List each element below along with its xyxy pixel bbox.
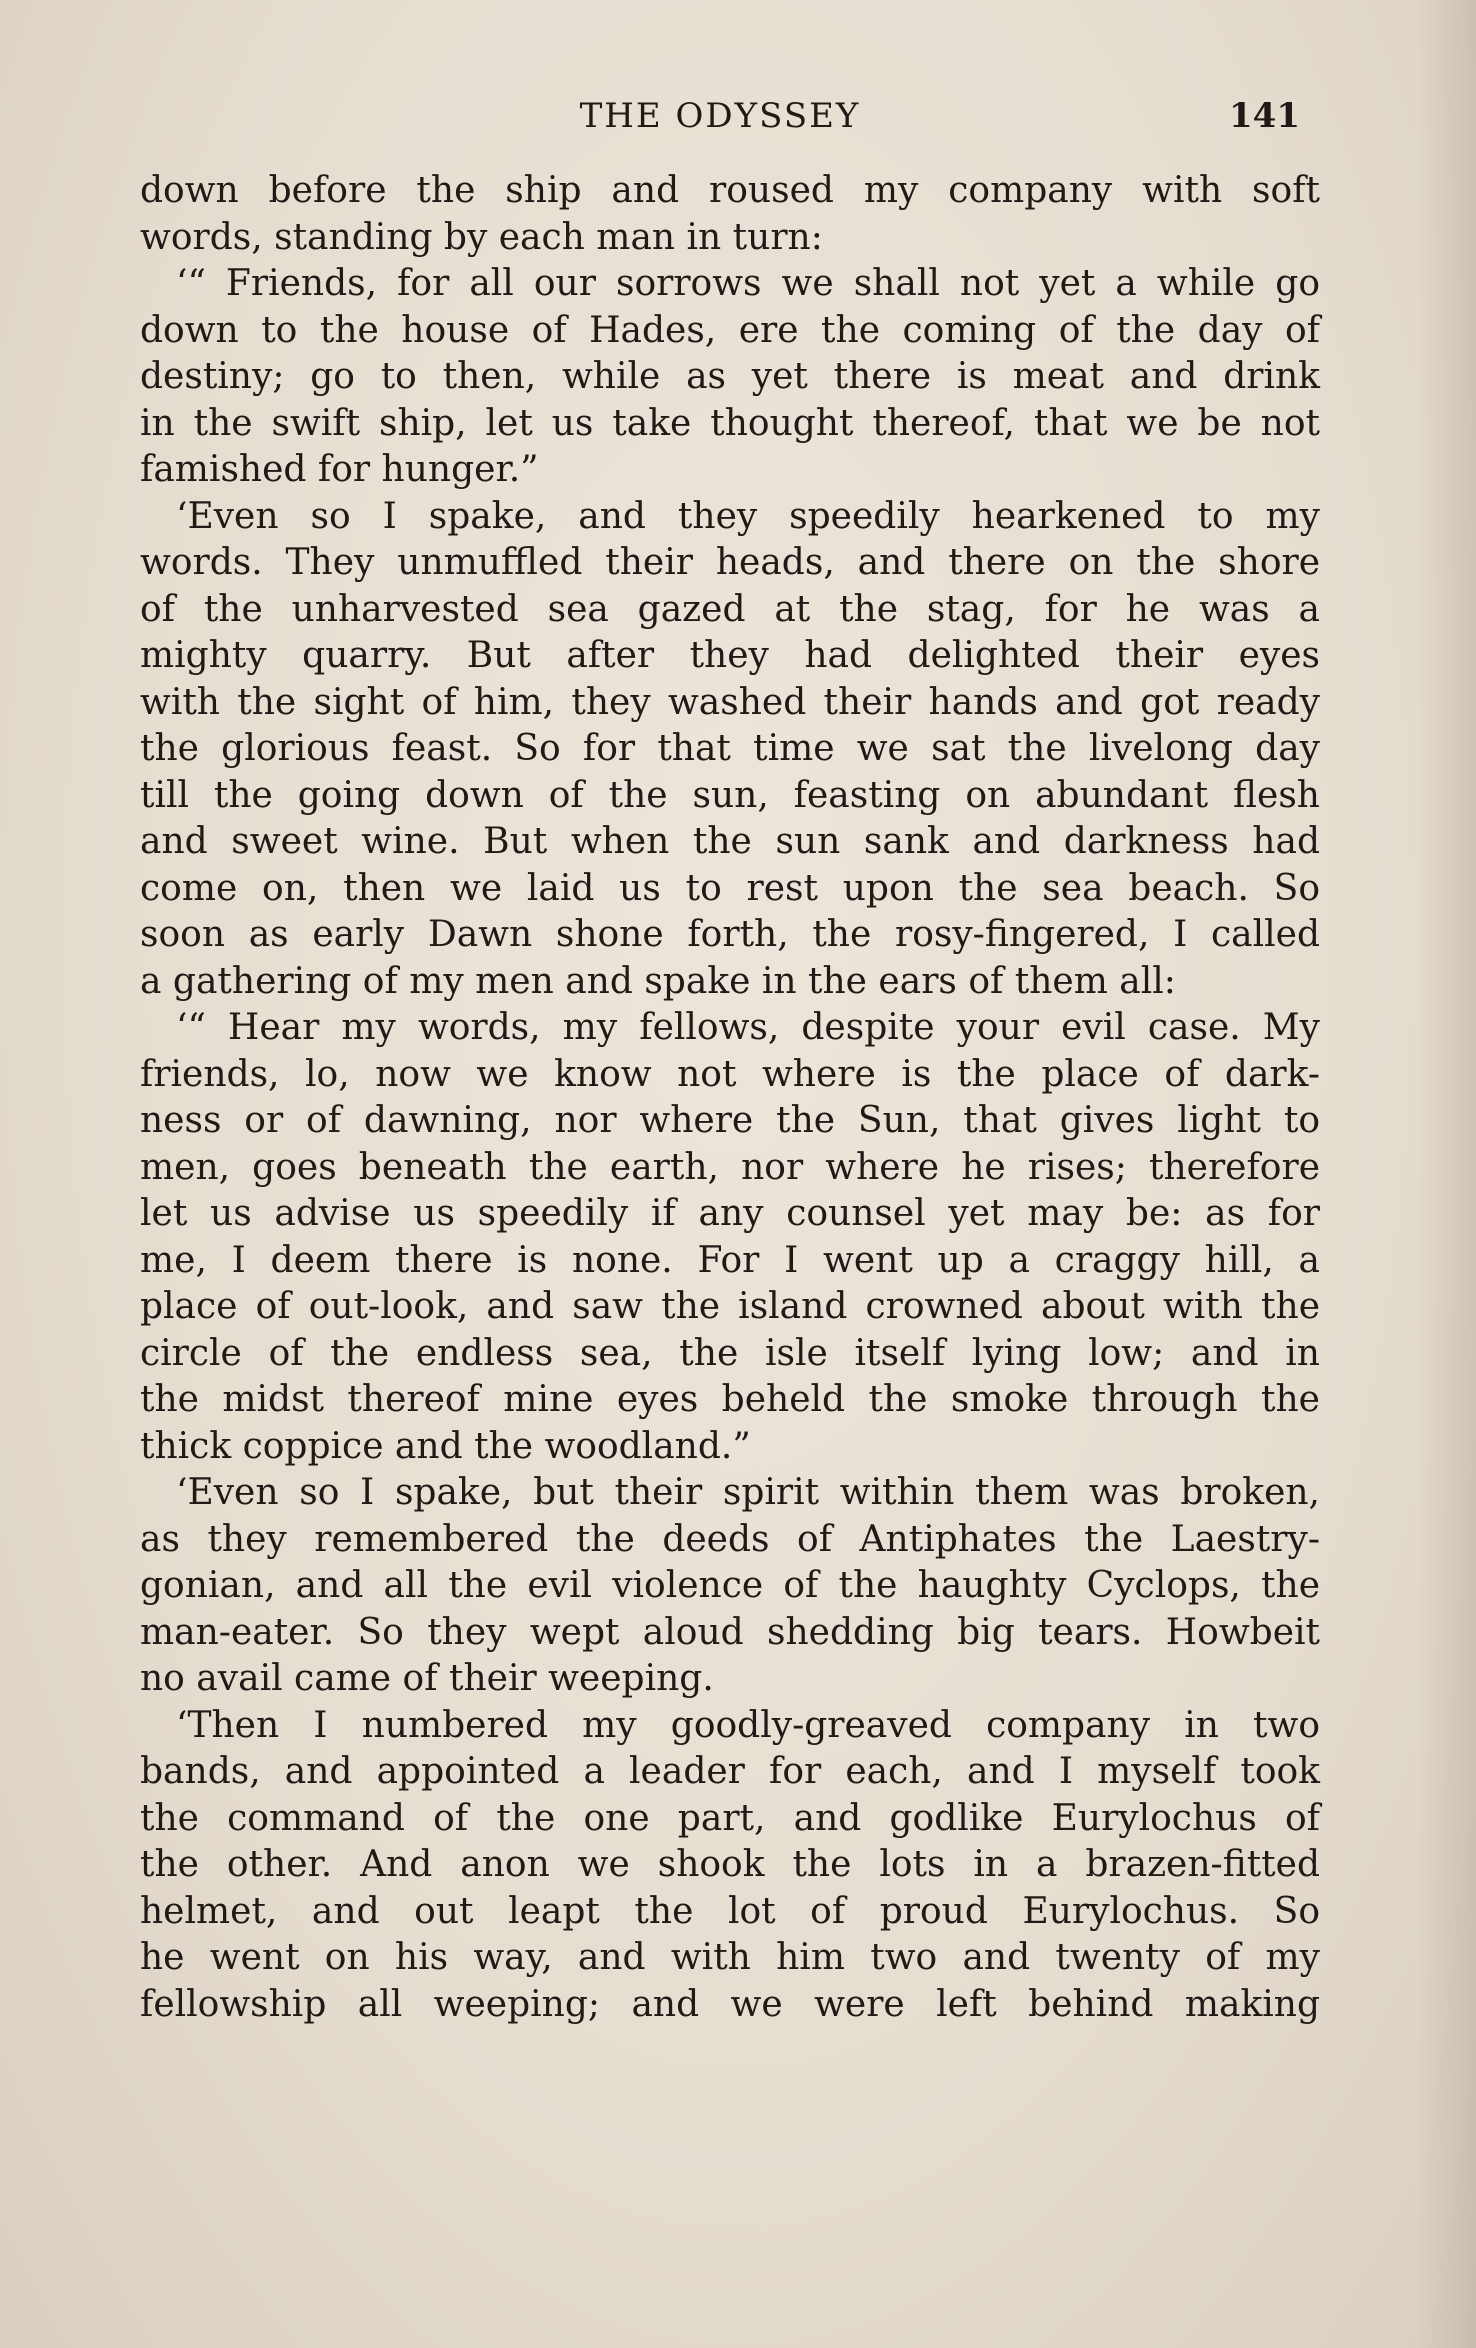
text-line: thick coppice and the woodland.” — [140, 1425, 751, 1467]
text-line: fellowship all weeping; and we were left behind making — [140, 1983, 1320, 2025]
page-number: 141 — [1229, 96, 1300, 136]
text-line: helmet, and out leapt the lot of proud Eurylochus. So — [140, 1890, 1320, 1932]
text-line: soon as early Dawn shone forth, the rosy-fingered, I called — [140, 914, 1320, 955]
text-line: place of out-look, and saw the island crowned about with the — [140, 1286, 1320, 1327]
text-line: ‘“ Hear my words, my fellows, despite your evil case. My — [176, 1007, 1320, 1048]
text-line: ‘Then I numbered my goodly-greaved company in two — [176, 1704, 1320, 1746]
running-head — [140, 92, 1300, 140]
text-line: and sweet wine. But when the sun sank and darkness had — [140, 821, 1320, 862]
text-line: till the going down of the sun, feasting on abundant flesh — [140, 774, 1320, 816]
text-line: the glorious feast. So for that time we sat the livelong day — [140, 728, 1320, 769]
text-line: a gathering of my men and spake in the ears of them all: — [140, 960, 1176, 1002]
text-line: destiny; go to then, while as yet there is meat and drink — [140, 356, 1320, 397]
text-line: man-eater. So they wept aloud shedding big tears. Howbeit — [140, 1611, 1320, 1653]
text-line: in the swift ship, let us take thought thereof, that we be not — [140, 402, 1320, 444]
running-title: THE ODYSSEY — [579, 96, 861, 136]
text-line: no avail came of their weeping. — [140, 1658, 714, 1699]
page-edge-shadow — [1416, 0, 1476, 2348]
text-line: famished for hunger.” — [140, 449, 539, 490]
text-line: circle of the endless sea, the isle itself lying low; and in — [140, 1332, 1320, 1374]
text-line: the command of the one part, and godlike Eurylochus of — [140, 1797, 1320, 1839]
text-line: words. They unmuffled their heads, and there on the shore — [140, 542, 1320, 583]
text-line: with the sight of him, they washed their hands and got ready — [140, 681, 1320, 723]
text-line: ness or of dawning, nor where the Sun, that gives light to — [140, 1100, 1320, 1141]
text-line: me, I deem there is none. For I went up a craggy hill, a — [140, 1239, 1320, 1281]
text-line: bands, and appointed a leader for each, and I myself took — [140, 1751, 1320, 1792]
body-text — [140, 168, 1320, 2028]
text-line: he went on his way, and with him two and twenty of my — [140, 1937, 1320, 1978]
text-line: mighty quarry. But after they had delighted their eyes — [140, 635, 1320, 676]
text-line: down to the house of Hades, ere the coming of the day of — [140, 309, 1320, 351]
text-line: the midst thereof mine eyes beheld the smoke through the — [140, 1379, 1320, 1420]
text-line: ‘Even so I spake, and they speedily hearkened to my — [176, 495, 1320, 537]
text-line: as they remembered the deeds of Antiphates the Laestry- — [140, 1518, 1320, 1560]
text-line: ‘Even so I spake, but their spirit within them was broken, — [176, 1472, 1320, 1513]
text-line: gonian, and all the evil violence of the haughty Cyclops, the — [140, 1565, 1320, 1606]
text-line: friends, lo, now we know not where is the place of dark- — [140, 1053, 1320, 1095]
text-line: ‘“ Friends, for all our sorrows we shall not yet a while go — [176, 263, 1320, 304]
text-line: come on, then we laid us to rest upon the sea beach. So — [140, 867, 1320, 909]
text-line: of the unharvested sea gazed at the stag, for he was a — [140, 588, 1320, 630]
text-line: words, standing by each man in turn: — [140, 216, 823, 258]
text-line: let us advise us speedily if any counsel yet may be: as for — [140, 1193, 1320, 1234]
text-line: down before the ship and roused my company with soft — [140, 170, 1320, 211]
text-line: the other. And anon we shook the lots in a brazen-fitted — [140, 1844, 1320, 1885]
text-line: men, goes beneath the earth, nor where he rises; therefore — [140, 1146, 1320, 1188]
